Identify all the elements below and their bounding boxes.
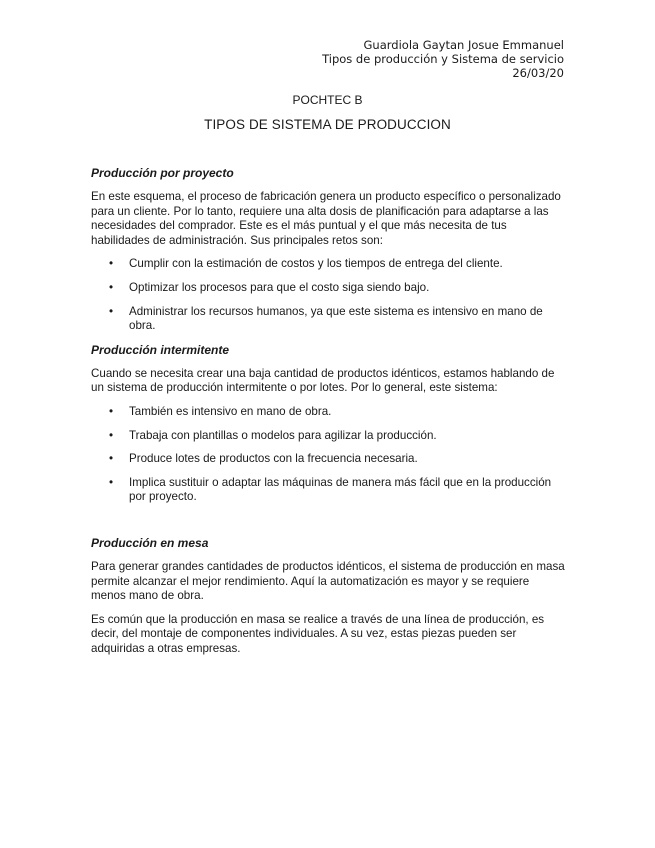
spacer [91, 514, 565, 536]
list-item [91, 281, 565, 296]
list-item [91, 257, 565, 272]
list-item-text: Administrar los recursos humanos, ya que este sistema es intensivo en mano de obra. [129, 304, 543, 333]
bullet-icon: • [109, 452, 114, 466]
course-name: POCHTEC B [292, 93, 363, 107]
section-heading: Producción por proyecto [91, 166, 234, 180]
list-item-text: Produce lotes de productos con la frecuencia necesaria. [129, 452, 418, 466]
list-item-text: También es intensivo en mano de obra. [129, 404, 332, 418]
list-item-text: Optimizar los procesos para que el costo siga siendo bajo. [129, 280, 430, 294]
author-name: Guardiola Gaytan Josue Emmanuel [363, 38, 564, 52]
list-item [91, 476, 565, 505]
paragraph: Para generar grandes cantidades de productos idénticos, el sistema de producción en masa permite alcanzar el mejor rendimiento. Aquí la automatización es mayor y se requiere menos mano de obra. [91, 559, 565, 603]
bullet-list [91, 405, 565, 505]
list-item-text: Cumplir con la estimación de costos y los tiempos de entrega del cliente. [129, 257, 503, 271]
paragraph: Cuando se necesita crear una baja cantidad de productos idénticos, estamos hablando de un sistema de producción intermitente o por lotes. Por lo general, este sistema: [91, 366, 555, 395]
section-heading: Producción intermitente [91, 342, 230, 357]
bullet-icon: • [109, 428, 114, 442]
section-produccion-intermitente [91, 343, 565, 505]
document-header [322, 38, 564, 80]
document-subject: Tipos de producción y Sistema de servicio [322, 52, 564, 66]
paragraph: Es común que la producción en masa se realice a través de una línea de producción, es decir, del montaje de componentes individuales. A su vez, estas piezas pueden ser adquiridas a otras empresas. [91, 612, 545, 655]
bullet-icon: • [109, 404, 114, 418]
bullet-icon: • [109, 475, 114, 489]
list-item [91, 429, 565, 444]
bullet-icon: • [109, 304, 114, 318]
document-body [91, 166, 565, 665]
list-item-text: Implica sustituir o adaptar las máquinas de manera más fácil que en la producción por proyecto. [129, 475, 552, 504]
bullet-icon: • [109, 257, 114, 271]
bullet-icon: • [109, 280, 114, 294]
list-item-text: Trabaja con plantillas o modelos para agilizar la producción. [129, 428, 437, 442]
bullet-list [91, 257, 565, 333]
document-date: 26/03/20 [512, 66, 564, 80]
section-produccion-en-mesa [91, 536, 565, 657]
list-item [91, 452, 565, 467]
section-heading: Producción en mesa [91, 535, 209, 550]
page-title: TIPOS DE SISTEMA DE PRODUCCION [204, 117, 451, 132]
paragraph: En este esquema, el proceso de fabricación genera un producto específico o personalizado para un cliente. Por lo tanto, requiere una alta dosis de planificación para adaptarse a las necesidades del comprador. Este es el más puntual y el que más necesita de tus habilidades de administración. Sus principales retos son: [91, 190, 561, 247]
section-produccion-por-proyecto [91, 166, 565, 334]
list-item [91, 405, 565, 420]
list-item [91, 305, 565, 334]
